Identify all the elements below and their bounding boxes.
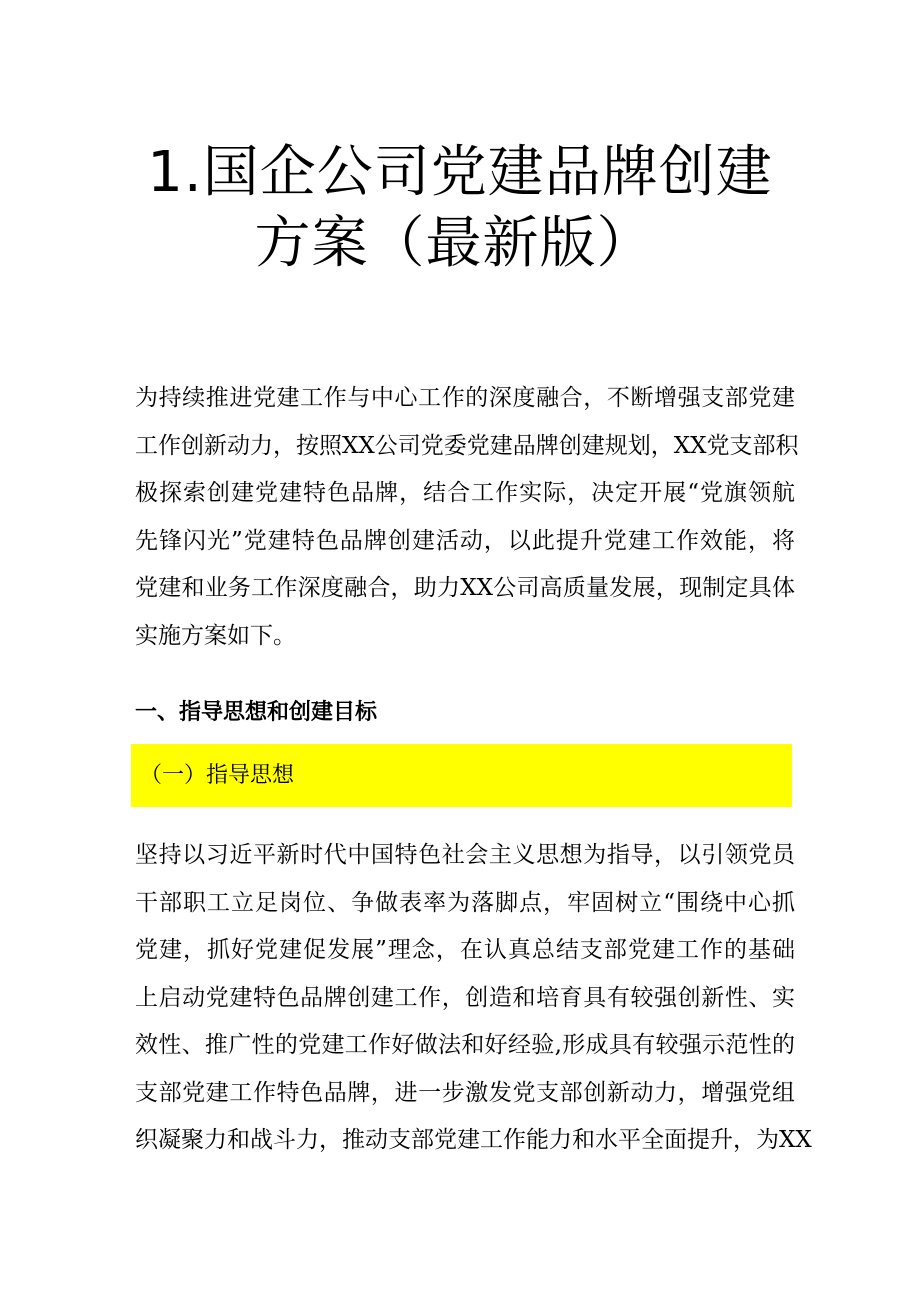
guiding-line: 效性、推广性的党建工作好做法和好经验,形成具有较强示范性的 [135, 1032, 795, 1058]
intro-line: 党建和业务工作深度融合，助力XX公司高质量发展，现制定具体 [135, 575, 795, 601]
intro-line: 实施方案如下。 [135, 622, 296, 649]
section-heading-guiding-and-goals: 一、指导思想和创建目标 [135, 700, 378, 725]
intro-line: 为持续推进党建工作与中心工作的深度融合，不断增强支部党建 [135, 385, 795, 411]
guiding-line: 上启动党建特色品牌创建工作，创造和培育具有较强创新性、实 [135, 984, 795, 1011]
guiding-line: 坚持以习近平新时代中国特色社会主义思想为指导，以引领党员 [135, 842, 795, 868]
guiding-line: 织凝聚力和战斗力，推动支部党建工作能力和水平全面提升，为XX [135, 1127, 812, 1153]
guiding-thought-paragraph [135, 832, 812, 1165]
intro-paragraph [135, 375, 799, 660]
guiding-line: 支部党建工作特色品牌，进一步激发党支部创新动力，增强党组 [135, 1079, 795, 1106]
intro-line: 极探索创建党建特色品牌，结合工作实际，决定开展“党旗领航 [135, 480, 795, 506]
intro-line: 工作创新动力，按照XX公司党委党建品牌创建规划，XX党支部积 [135, 432, 799, 459]
guiding-line: 党建，抓好党建促发展”理念，在认真总结支部党建工作的基础 [135, 937, 795, 963]
intro-line: 先锋闪光”党建特色品牌创建活动，以此提升党建工作效能，将 [135, 527, 795, 554]
document-title-line-2: 方案（最新版） [254, 211, 654, 276]
subsection-heading-guiding-thought: （一）指导思想 [140, 763, 295, 788]
document-title-line-1: 1.国企公司党建品牌创建 [147, 140, 773, 205]
guiding-line: 干部职工立足岗位、争做表率为落脚点，牢固树立“围绕中心抓 [135, 889, 795, 916]
